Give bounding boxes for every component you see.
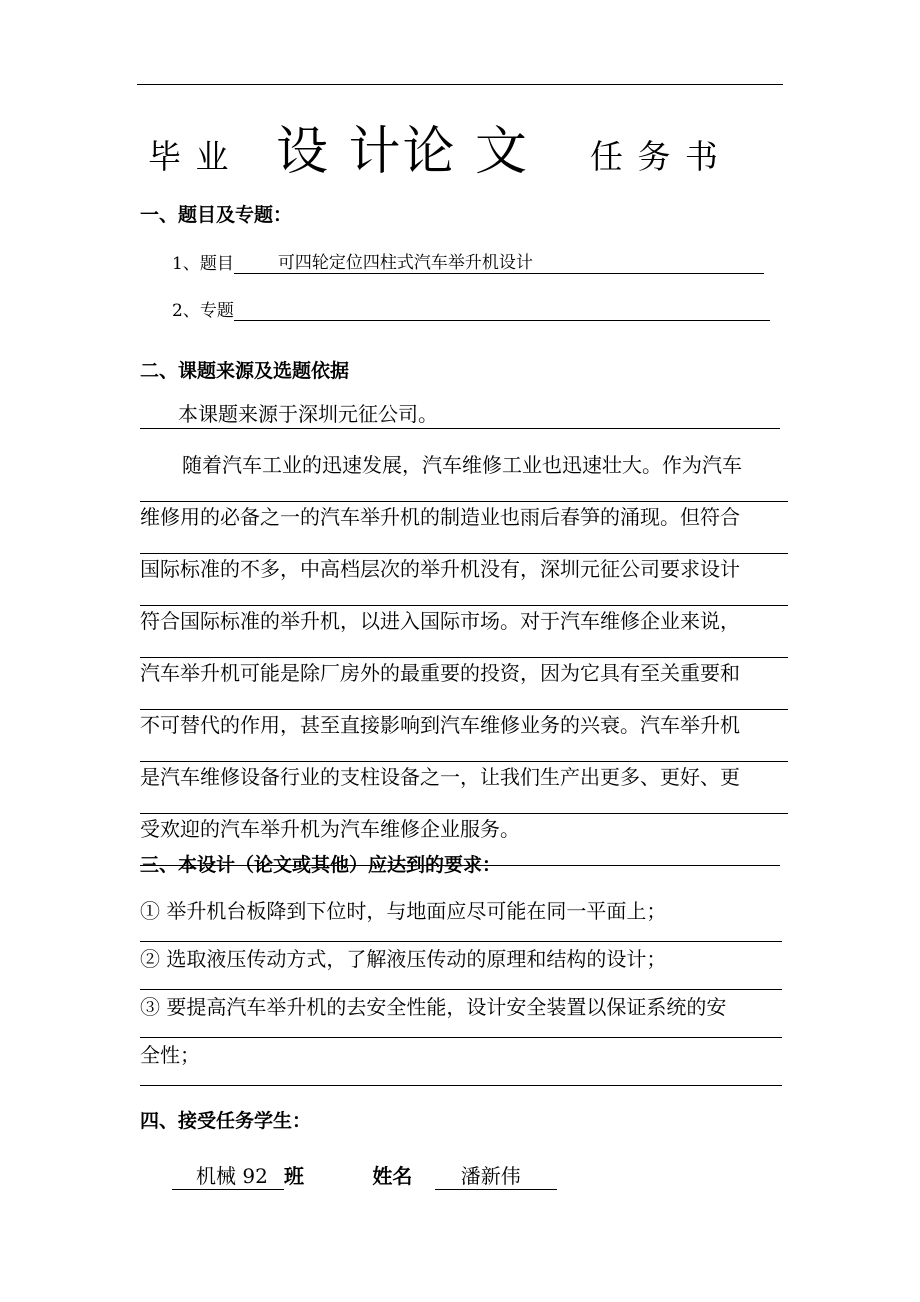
- paragraph-line: 不可替代的作用，甚至直接影响到汽车维修业务的兴衰。汽车举升机: [140, 710, 788, 762]
- class-value: 机械 92: [172, 1160, 284, 1190]
- background-paragraph: [140, 450, 788, 866]
- requirements-list: [140, 894, 782, 1086]
- title-part-2: 设 计论 文: [276, 122, 530, 182]
- paragraph-line: 符合国际标准的举升机，以进入国际市场。对于汽车维修企业来说，: [140, 606, 788, 658]
- requirement-line: 全性；: [140, 1038, 782, 1086]
- section-2-heading: 二、课题来源及选题依据: [140, 360, 350, 382]
- paragraph-line: 受欢迎的汽车举升机为汽车维修企业服务。: [140, 814, 780, 866]
- section-1-heading: 一、题目及专题：: [140, 204, 293, 226]
- source-text: 本课题来源于深圳元征公司。: [140, 400, 780, 429]
- requirement-line: ③ 要提高汽车举升机的去安全性能，设计安全装置以保证系统的安: [140, 990, 782, 1038]
- source-line: [140, 400, 780, 429]
- special-topic-value: [234, 300, 770, 321]
- paragraph-line: 随着汽车工业的迅速发展，汽车维修工业也迅速壮大。作为汽车: [140, 450, 788, 502]
- topic-value: 可四轮定位四柱式汽车举升机设计: [234, 248, 764, 274]
- paragraph-line: 国际标准的不多，中高档层次的举升机没有，深圳元征公司要求设计: [140, 554, 788, 606]
- topic-label: 1、题目: [172, 254, 234, 274]
- document-title: [148, 108, 788, 182]
- student-name-value: 潘新伟: [435, 1160, 557, 1190]
- requirement-line: ② 选取液压传动方式，了解液压传动的原理和结构的设计；: [140, 942, 782, 990]
- section-3-heading: 三、本设计（论文或其他）应达到的要求：: [140, 854, 502, 876]
- topic-row: [172, 248, 764, 274]
- top-rule: [137, 84, 783, 85]
- class-label: 班: [284, 1164, 304, 1188]
- paragraph-line: 是汽车维修设备行业的支柱设备之一，让我们生产出更多、更好、更: [140, 762, 788, 814]
- title-part-1: 毕 业: [148, 137, 231, 176]
- name-label: 姓名: [372, 1164, 413, 1188]
- section-4-heading: 四、接受任务学生：: [140, 1110, 312, 1132]
- special-topic-row: [172, 296, 770, 321]
- special-topic-label: 2、专题: [172, 301, 234, 321]
- requirement-line: ① 举升机台板降到下位时，与地面应尽可能在同一平面上；: [140, 894, 782, 942]
- paragraph-line: 维修用的必备之一的汽车举升机的制造业也雨后春笋的涌现。但符合: [140, 502, 788, 554]
- paragraph-line: 汽车举升机可能是除厂房外的最重要的投资，因为它具有至关重要和: [140, 658, 788, 710]
- title-part-3: 任 务 书: [590, 137, 720, 176]
- student-info-row: [172, 1160, 557, 1190]
